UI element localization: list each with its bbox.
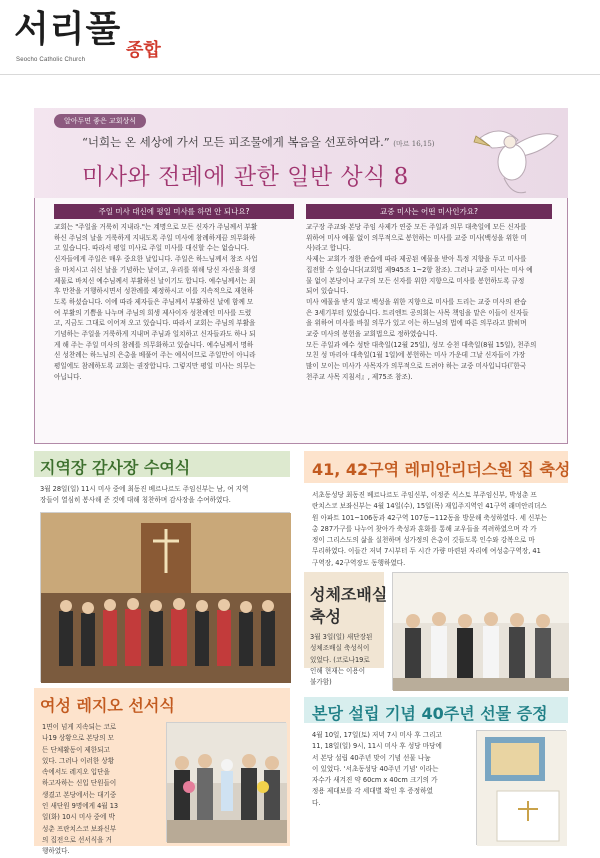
text-line: 있었다. (코로나19로 (310, 655, 370, 664)
text-line: 인 새단원 9명에게 4월 13 (42, 802, 119, 811)
text-line: 집전할 수 있습니다(교회법 제945조 1~2항 참조). 그러나 교중 미사는 미사 예 (306, 265, 533, 274)
text-line: 총 287가구를 나누어 찾아가 축성과 훈화를 통해 교우들을 격려하였으며 각 가 (312, 524, 537, 533)
worship-photo (392, 572, 568, 690)
anniv-text (312, 730, 472, 809)
text-line: 나19 상황으로 본당의 모 (42, 734, 115, 743)
text-line: 3월 28일(일) 11시 미사 중에 최동진 베르나르도 주임신부는 남, 여 지역 (40, 485, 249, 493)
text-line: 을 위하여 미사를 바칠 의무가 있고 이는 하느님의 법에 따른 의무라고 밝히며 (306, 319, 527, 328)
text-line: 3월 3일(일) 새단장된 (310, 633, 373, 641)
text-line: 무리하였다. 이들간 저녁 7시부터 두 시간 가량 마련된 자리에 여성총구역장, 41 (312, 547, 541, 556)
text-line: 4월 10일, 17일(토) 저녁 7시 미사 후 그리고 (312, 731, 442, 739)
legio-photo (166, 722, 286, 842)
newsletter-logo: 서리풀 (14, 9, 122, 50)
text-line: 모든 주일과 예수 성탄 대축일(12월 25일), 성모 승천 대축일(8월 15일), 천주의 (306, 340, 537, 349)
text-line: 은 3세기부터 있었습니다. 트리엔트 공의회는 사목 책임을 맡은 이들이 신자들 (306, 308, 529, 317)
text-line: 후 만찬을 거행하시면서 성찬례를 제정하시고 이를 지속적으로 재현하 (54, 287, 254, 296)
text-line: 여 부활의 기쁨을 나누며 주님의 희생 제사이자 성찬례인 미사를 드렸 (54, 308, 252, 317)
quote-reference: (마르 16,15) (393, 140, 435, 148)
text-line: 교회는 "주일을 거룩히 지내라."는 계명으로 모든 신자가 주님께서 부활 (54, 223, 258, 231)
text-line: 도록 하셨습니다. 이에 따라 제자들은 주님께서 부활하신 날에 함께 모 (54, 297, 254, 306)
left-column-heading: 주일 미사 대신에 평일 미사를 하면 안 되나요? (54, 204, 294, 219)
text-line: 불가함) (310, 678, 332, 687)
text-line: 이 있었다. '서초동성당 40주년 기념' 이라는 (312, 764, 439, 773)
text-line: 모친 성 마리아 대축일(1월 1일)에 봉헌하는 미사 가운데 그날 신자들이 가장 (306, 351, 526, 360)
quote-text: “너희는 온 세상에 가서 모든 피조물에게 복음을 선포하여라.” (82, 135, 390, 149)
text-line: 되어 있습니다. (306, 287, 349, 296)
text-line: 미사 예물을 받지 않고 백성을 위한 지향으로 미사를 드리는 교중 미사의 관습 (306, 297, 527, 306)
text-line: 속에서도 레지오 입단을 (42, 768, 110, 777)
anniv-photo (476, 730, 566, 845)
text-line: 아닙니다. (54, 372, 82, 381)
text-line: 의 집전으로 선서식을 거 (42, 835, 112, 844)
section-label: 종합 (126, 40, 161, 61)
text-line: 11, 18일(일) 9시, 11시 미사 후 성당 마당에 (312, 742, 442, 751)
feature-title: 미사와 전례에 관한 일반 상식 8 (82, 164, 409, 190)
text-line: 성체조배실 축성식이 (310, 644, 370, 653)
left-column-text (54, 222, 294, 383)
trumpet-angel-illustration (470, 118, 562, 200)
legio-text (42, 722, 162, 858)
text-line: 교중 미사의 봉헌을 교회법으로 정하였습니다. (306, 330, 438, 339)
text-line: 인해 현재는 이용이 (310, 666, 366, 675)
text-line: 구역장, 42구역장도 동행하였다. (312, 558, 406, 567)
text-line: 정이 그리스도의 삶을 실천하며 성가정의 은총이 깃들도록 인수와 강복으로 마 (312, 536, 535, 545)
text-line: 많이 모이는 미사가 사목자가 의무적으로 드려야 하는 교중 미사입니다(『한국 (306, 362, 527, 371)
text-line: 다. (312, 798, 321, 807)
text-line: 행하였다. (42, 847, 70, 856)
text-line: 고 있습니다. 따라서 평일 미사로 주일 미사를 대신할 수는 없습니다. (54, 244, 250, 253)
blessing-title: 41, 42구역 레미안리더스원 집 축성 (312, 460, 571, 479)
text-line: 사제는 교회가 정한 관습에 따라 제공된 예물을 받아 특정 지향을 두고 미사를 (306, 255, 527, 264)
text-line: 신 성찬례는 하느님의 은총을 베풀어 주는 예식이므로 주일만이 아니라 (54, 351, 256, 360)
text-line: 든 단체활동이 제한되고 (42, 745, 110, 754)
text-line: 란치스코 보좌신부는 4월 14일(수), 15일(목) 재입주지역인 41구역 래미안리더스 (312, 502, 547, 511)
logo-subtitle: Seocho Catholic Church (16, 57, 86, 63)
text-line: 장들이 열심히 봉사해 준 것에 대해 칭찬하며 감사장을 수여하였다. (40, 496, 231, 505)
text-line: 천주교 사목 지침서』, 제75조 참조). (306, 372, 413, 381)
text-line: 교구장 주교와 본당 주임 사제가 연중 모든 주일과 의무 대축일에 모든 신자를 (306, 223, 527, 231)
text-line: 하신 주님의 날을 거룩하게 지내도록 주일 미사에 참례하게끔 의무화하 (54, 233, 256, 242)
right-column-heading: 교중 미사는 어떤 미사인가요? (306, 204, 552, 219)
text-line: 사)라고 합니다. (306, 244, 351, 253)
worship-text (310, 632, 390, 688)
text-line: 1면이 넘게 지속되는 코로 (42, 723, 117, 731)
text-line: 기념하는 주일을 거룩하게 지내며 주님과 일치하고 신자들과도 하나 되 (54, 330, 256, 339)
text-line: 성춘 프란치스코 보좌신부 (42, 824, 117, 833)
text-line: 물 없이 본당이나 교구의 모든 신자를 위한 지향으로 미사를 봉헌하도록 규정 (306, 276, 525, 285)
worship-title-1: 성체조배실 (310, 585, 388, 604)
text-line: 위하여 미사 예물 없이 의무적으로 봉헌하는 미사를 교중 미사(백성을 위한 미 (306, 233, 527, 242)
thanks-title: 지역장 감사장 수여식 (40, 458, 191, 477)
text-line: 제물로 바치신 예수님께서 부활하신 날이기도 합니다. 예수님께서는 최 (54, 276, 256, 285)
text-line: 게 해 주는 주일 미사의 참례를 의무화하고 있습니다. 예수님께서 명하 (54, 340, 254, 349)
thanks-text (40, 484, 290, 507)
text-line: 고, 지금도 그대로 이어져 오고 있습니다. 따라서 교회는 주님의 부활을 (54, 319, 256, 328)
text-line: 일(화) 10시 미사 중에 박 (42, 813, 115, 822)
feature-tag: 알아두면 좋은 교회상식 (54, 114, 146, 128)
text-line: 정용 제대보를 각 세대별 확인 후 증정하였 (312, 787, 433, 796)
anniv-title: 본당 설립 기념 40주년 선물 증정 (312, 704, 548, 723)
text-line: 을 마치시고 쉬신 날을 기념하는 날이고, 우리를 위해 당신 자신을 희생 (54, 265, 256, 274)
text-line: 하고자하는 신입 단원들이 (42, 779, 117, 788)
blessing-text (312, 490, 566, 569)
right-column-text (306, 222, 552, 383)
feature-quote (82, 134, 435, 150)
thanks-photo (40, 512, 290, 682)
text-line: 원 아파트 101~106동과 42구역 107동~112동을 방문해 축성하였다. 세 신부는 (312, 513, 548, 522)
text-line: 서초동성당 최동진 베르나르도 주임신부, 이정준 식스토 부주임신부, 박성춘 프 (312, 491, 537, 499)
text-line: 있다. 그러나 이러한 상황 (42, 756, 115, 765)
text-line: 생겼고 본당에서는 대기중 (42, 790, 117, 799)
text-line: 신자들에게 주일은 매우 중요한 날입니다. 주일은 하느님께서 창조 사업 (54, 255, 258, 264)
header-divider (0, 74, 600, 75)
text-line: 자수가 새겨진 약 60cm x 40cm 크기의 가 (312, 776, 438, 785)
worship-title-2: 축성 (310, 607, 341, 626)
legio-title: 여성 레지오 선서식 (40, 696, 175, 715)
text-line: 평일에도 참례하도록 교회는 권장합니다. 그렇지만 평일 미사는 의무는 (54, 362, 256, 371)
text-line: 서 본당 설립 40주년 맞이 기념 선물 나눔 (312, 753, 431, 762)
